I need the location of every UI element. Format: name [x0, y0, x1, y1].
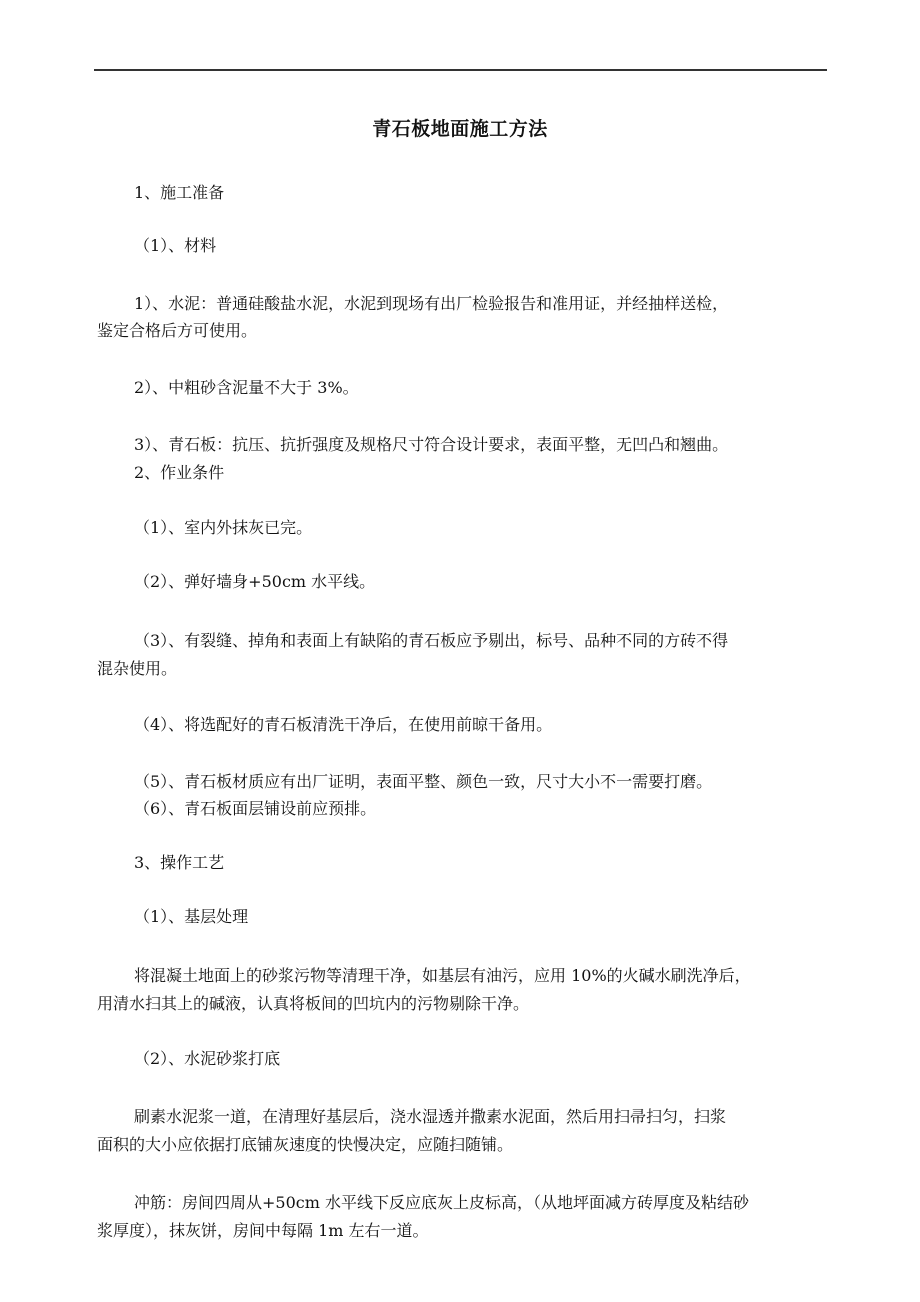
- paragraph-line: （6）、青石板面层铺设前应预排。: [134, 799, 377, 818]
- paragraph-line: 3）、青石板：抗压、抗折强度及规格尺寸符合设计要求，表面平整，无凹凸和翘曲。: [134, 435, 729, 454]
- paragraph-line: 鉴定合格后方可使用。: [97, 321, 258, 340]
- document-title: 青石板地面施工方法: [372, 118, 548, 140]
- paragraph-line: 用清水扫其上的碱液，认真将板间的凹坑内的污物剔除干净。: [97, 994, 530, 1013]
- paragraph-line: （5）、青石板材质应有出厂证明，表面平整、颜色一致，尺寸大小不一需要打磨。: [134, 772, 713, 791]
- paragraph-line: 冲筋：房间四周从+50cm 水平线下反应底灰上皮标高，（从地坪面减方砖厚度及粘结砂: [134, 1193, 749, 1212]
- subsection-heading: （1）、材料: [134, 236, 217, 255]
- section-heading: 3、操作工艺: [134, 853, 225, 872]
- paragraph-line: （2）、弹好墙身+50cm 水平线。: [134, 572, 376, 591]
- paragraph-line: 浆厚度），抹灰饼，房间中每隔 1m 左右一道。: [97, 1221, 429, 1240]
- paragraph-line: 混杂使用。: [97, 659, 178, 678]
- paragraph-line: （1）、室内外抹灰已完。: [134, 518, 313, 537]
- header-rule: [94, 69, 827, 71]
- section-heading: 2、作业条件: [134, 463, 225, 482]
- paragraph-line: （3）、有裂缝、掉角和表面上有缺陷的青石板应予剔出，标号、品种不同的方砖不得: [134, 631, 729, 650]
- subsection-heading: （2）、水泥砂浆打底: [134, 1049, 281, 1068]
- paragraph-line: 1）、水泥：普通硅酸盐水泥，水泥到现场有出厂检验报告和准用证，并经抽样送检，: [134, 294, 729, 313]
- subsection-heading: （1）、基层处理: [134, 907, 249, 926]
- paragraph-line: 将混凝土地面上的砂浆污物等清理干净，如基层有油污，应用 10%的火碱水刷洗净后，: [134, 966, 751, 985]
- paragraph-line: 2）、中粗砂含泥量不大于 3%。: [134, 378, 359, 397]
- paragraph-line: 刷素水泥浆一道，在清理好基层后，浇水湿透并撒素水泥面，然后用扫帚扫匀，扫浆: [134, 1107, 727, 1126]
- paragraph-line: 面积的大小应依据打底铺灰速度的快慢决定，应随扫随铺。: [97, 1135, 514, 1154]
- paragraph-line: （4）、将选配好的青石板清洗干净后，在使用前晾干备用。: [134, 715, 553, 734]
- section-heading: 1、施工准备: [134, 183, 225, 202]
